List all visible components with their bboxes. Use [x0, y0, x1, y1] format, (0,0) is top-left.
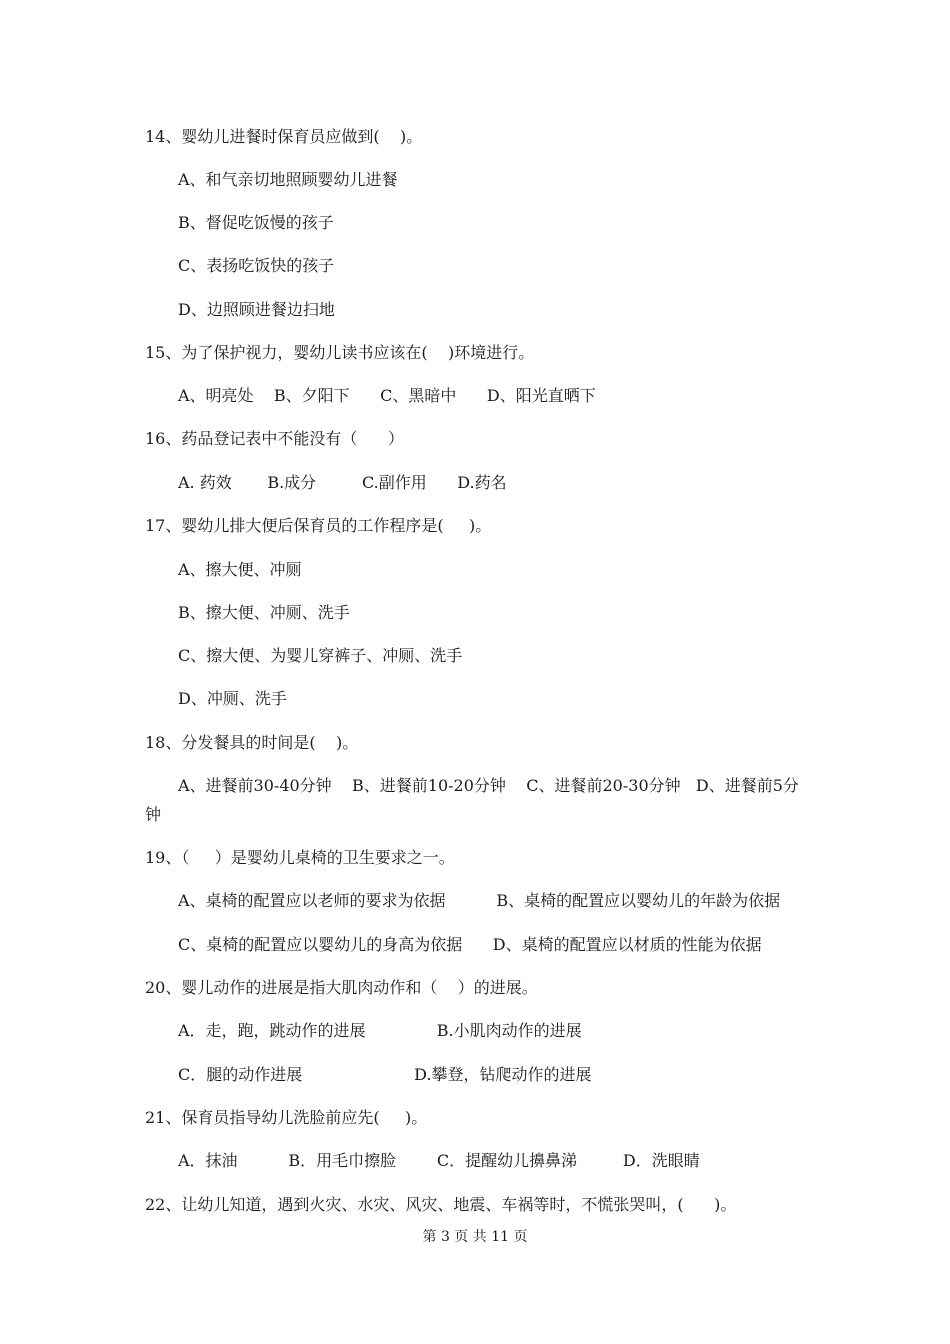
question-15-options: A、明亮处 B、夕阳下 C、黑暗中 D、阳光直晒下 [178, 386, 596, 405]
question-14-option-c: C、表扬吃饭快的孩子 [178, 256, 335, 275]
question-17-option-c: C、擦大便、为婴儿穿裤子、冲厕、洗手 [178, 646, 463, 665]
question-21-options: A．抹油 B．用毛巾擦脸 C．提醒幼儿擤鼻涕 D．洗眼睛 [178, 1151, 700, 1170]
question-17-option-d: D、冲厕、洗手 [178, 689, 287, 708]
question-14-stem: 14、婴幼儿进餐时保育员应做到( )。 [145, 127, 423, 146]
question-20-options-cd: C．腿的动作进展 D.攀登，钻爬动作的进展 [178, 1065, 592, 1084]
question-14-option-d: D、边照顾进餐边扫地 [178, 300, 335, 319]
question-17-option-a: A、擦大便、冲厕 [178, 560, 302, 579]
question-21-stem: 21、保育员指导幼儿洗脸前应先( )。 [145, 1108, 428, 1127]
question-20-stem: 20、婴儿动作的进展是指大肌肉动作和（ ）的进展。 [145, 978, 538, 997]
question-20-options-ab: A．走，跑，跳动作的进展 B.小肌肉动作的进展 [178, 1021, 582, 1040]
question-15-stem: 15、为了保护视力，婴幼儿读书应该在( )环境进行。 [145, 343, 535, 362]
question-17-option-b: B、擦大便、冲厕、洗手 [178, 603, 350, 622]
question-18-options: A、进餐前30-40分钟 B、进餐前10-20分钟 C、进餐前20-30分钟 D、进餐前5分 [178, 776, 799, 795]
question-22-stem: 22、让幼儿知道，遇到火灾、水灾、风灾、地震、车祸等时，不慌张哭叫，( )。 [145, 1195, 737, 1214]
question-17-stem: 17、婴幼儿排大便后保育员的工作程序是( )。 [145, 516, 492, 535]
question-19-options-cd: C、桌椅的配置应以婴幼儿的身高为依据 D、桌椅的配置应以材质的性能为依据 [178, 935, 762, 954]
question-16-stem: 16、药品登记表中不能没有（ ） [145, 429, 404, 448]
question-14-option-b: B、督促吃饭慢的孩子 [178, 213, 334, 232]
question-14-option-a: A、和气亲切地照顾婴幼儿进餐 [178, 170, 398, 189]
question-19-stem: 19、（ ）是婴幼儿桌椅的卫生要求之一。 [145, 848, 455, 867]
question-18-options-wrap: 钟 [145, 805, 162, 824]
page-footer: 第 3 页 共 11 页 [422, 1229, 528, 1245]
question-16-options: A. 药效 B.成分 C.副作用 D.药名 [178, 473, 507, 492]
question-19-options-ab: A、桌椅的配置应以老师的要求为依据 B、桌椅的配置应以婴幼儿的年龄为依据 [178, 891, 781, 910]
question-18-stem: 18、分发餐具的时间是( )。 [145, 733, 359, 752]
